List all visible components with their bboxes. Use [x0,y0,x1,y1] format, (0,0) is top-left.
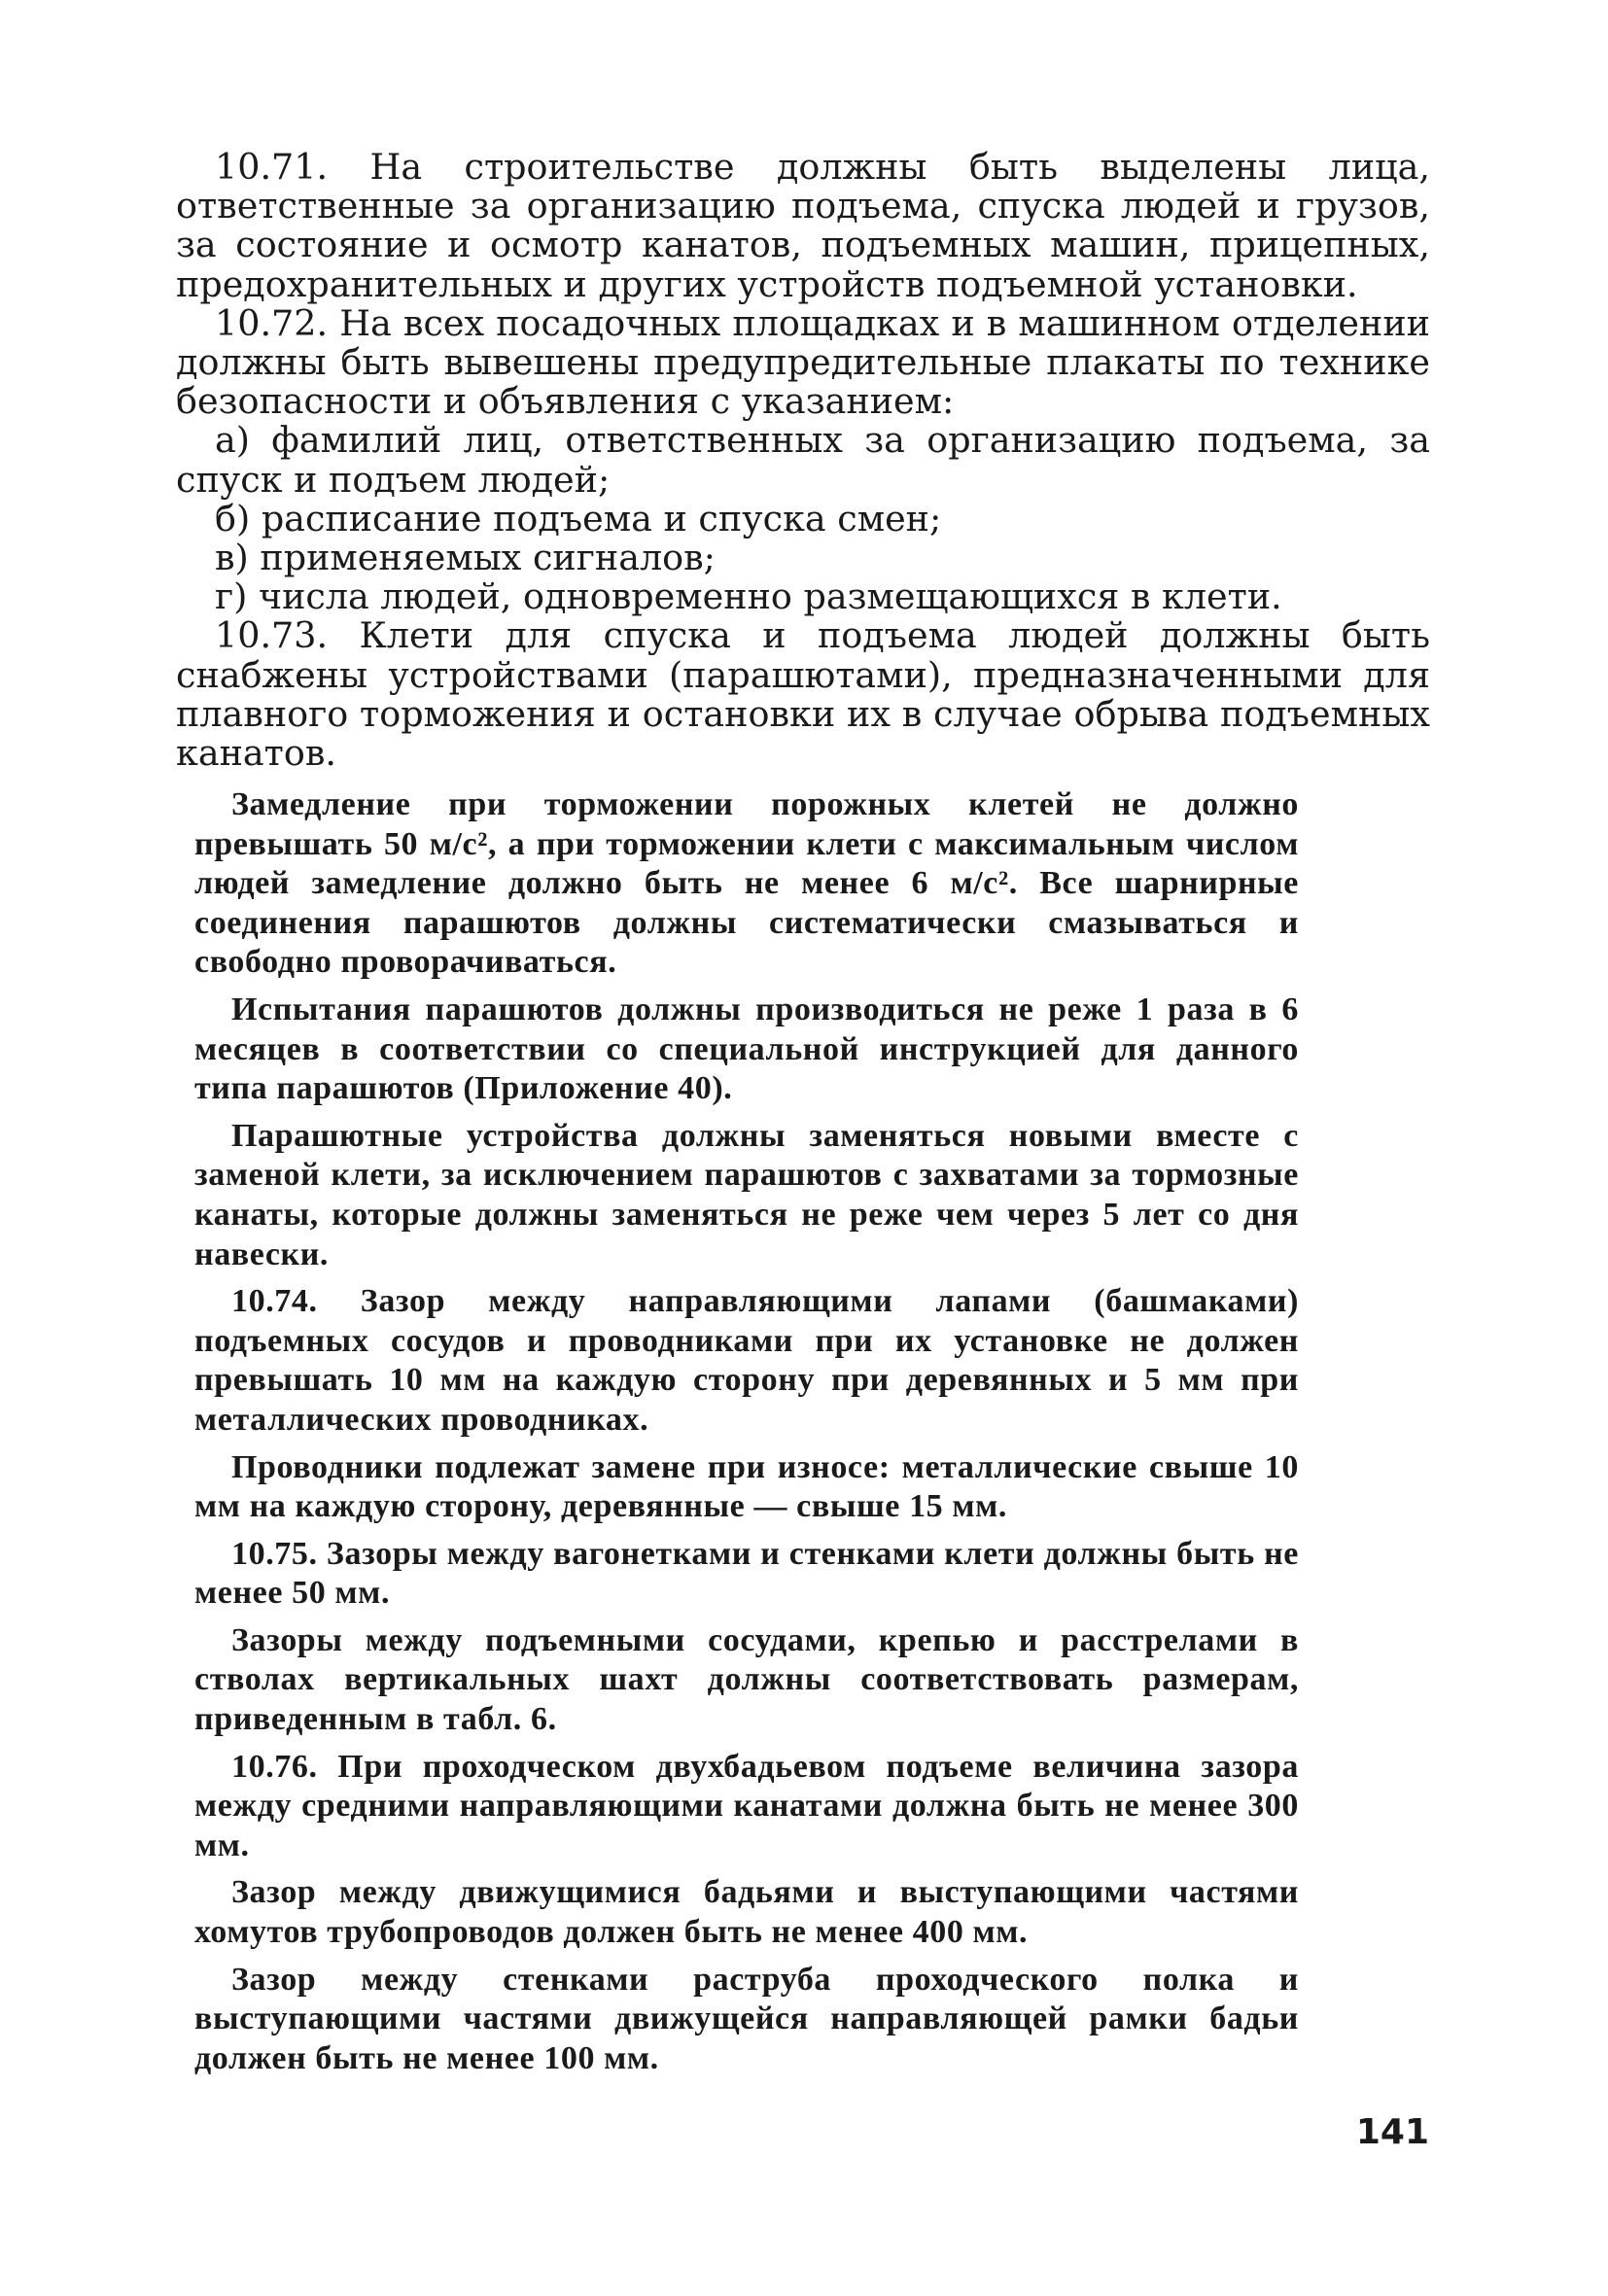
paragraph-bucket-gap: Зазор между движущимися бадьями и выступающими частями хомутов трубопроводов должен быть не менее 400 мм. [194,1874,1299,1951]
paragraph-guides-wear: Проводники подлежат замене при износе: металлические свыше 10 мм на каждую сторону, деревянные — свыше 15 мм. [194,1448,1299,1525]
paragraph-vessel-gaps: Зазоры между подъемными сосудами, крепью и расстрелами в стволах вертикальных шахт должны соответствовать размерам, приведенным в табл. 6. [194,1621,1299,1738]
page-number: 141 [1355,2112,1429,2152]
paragraph-10-75: 10.75. Зазоры между вагонетками и стенками клети должны быть не менее 50 мм. [194,1535,1299,1612]
paragraph-10-74: 10.74. Зазор между направляющими лапами (башмаками) подъемных сосудов и проводниками при их установке не должен превышать 10 мм на каждую сторону при деревянных и 5 мм при металлических проводниках. [194,1283,1299,1438]
paragraph-deceleration: Замедление при торможении порожных клетей не должно превышать 50 м/с², а при торможении клети с максимальным числом людей замедление должно быть не менее 6 м/с². Все шарнирные соединения парашютов должны систематически смазываться и свободно проворачиваться. [194,786,1299,981]
paragraph-parachute-replacement: Парашютные устройства должны заменяться новыми вместе с заменой клети, за исключением парашютов с захватами за тормозные канаты, которые должны заменяться не реже чем через 5 лет со дня навески. [194,1117,1299,1272]
list-item-v: в) применяемых сигналов; [215,537,716,579]
list-item-g: г) числа людей, одновременно размещающихся в клети. [215,575,1282,618]
fine-print-block [194,785,1299,2078]
list-item-b: б) расписание подъема и спуска смен; [215,497,942,539]
paragraph-10-71: 10.71. На строительстве должны быть выделены лица, ответственные за организацию подъема, спуска людей и грузов, за состояние и осмотр канатов, подъемных машин, прицепных, предохранительных и других устройств подъемной установки. [176,146,1430,305]
list-item-a: а) фамилий лиц, ответственных за организацию подъема, за спуск и подъем людей; [176,419,1430,501]
paragraph-10-72: 10.72. На всех посадочных площадках и в машинном отделении должны быть вывешены предупредительные плакаты по технике безопасности и объявления с указанием: [176,301,1430,423]
paragraph-10-76: 10.76. При проходческом двухбадьевом подъеме величина зазора между средними направляющими канатами должна быть не менее 300 мм. [194,1748,1299,1863]
paragraph-platform-gap: Зазор между стенками раструба проходческого полка и выступающими частями движущейся направляющей рамки бадьи должен быть не менее 100 мм. [194,1961,1299,2076]
main-text-block [176,148,1430,773]
paragraph-10-73: 10.73. Клети для спуска и подъема людей должны быть снабжены устройствами (парашютами), предназначенными для плавного торможения и остановки их в случае обрыва подъемных канатов. [176,614,1430,775]
paragraph-parachute-testing: Испытания парашютов должны производиться не реже 1 раза в 6 месяцев в соответствии со специальной инструкцией для данного типа парашютов (Приложение 40). [194,991,1299,1107]
